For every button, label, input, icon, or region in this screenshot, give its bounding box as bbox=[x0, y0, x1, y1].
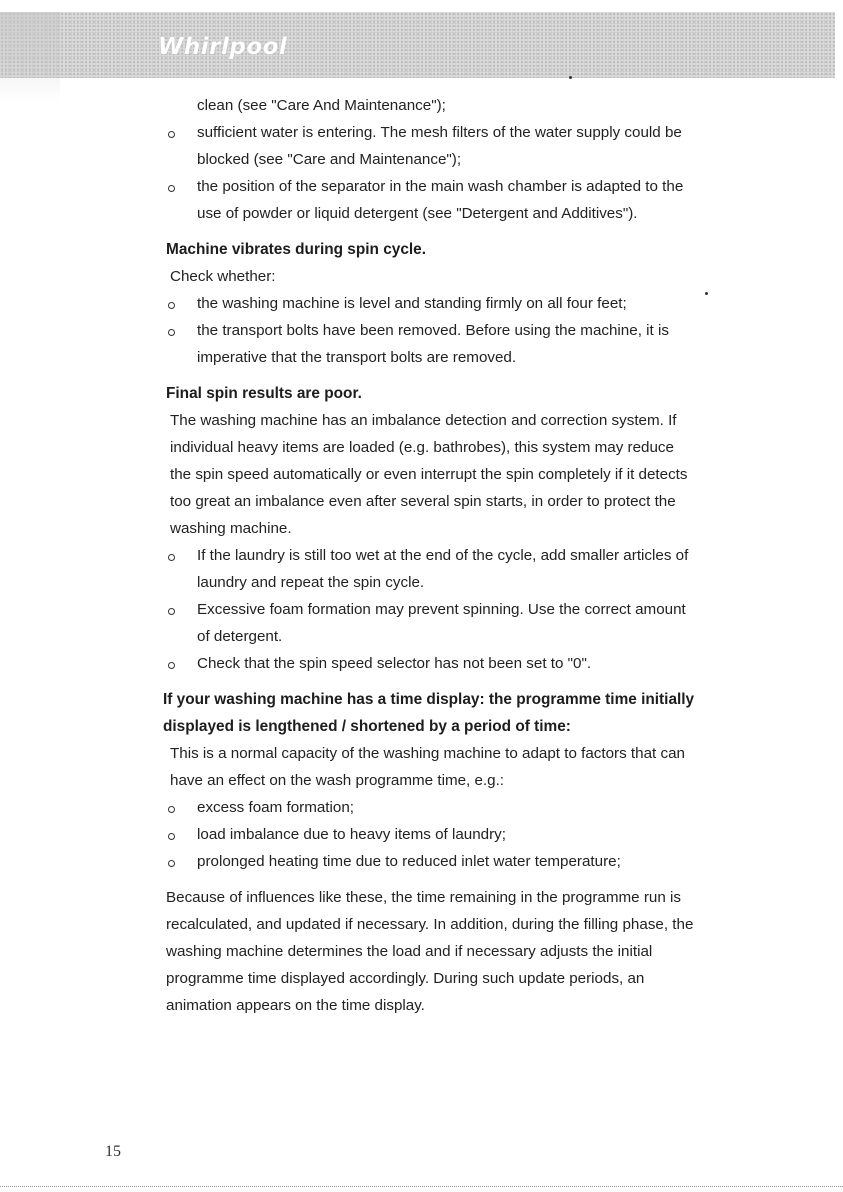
list-item bbox=[166, 848, 796, 875]
heading-line: If your washing machine has a time display: the programme time initially bbox=[163, 691, 695, 708]
paragraph-line: recalculated, and updated if necessary. In addition, during the filling phase, the bbox=[166, 916, 694, 933]
list-item-line: laundry and repeat the spin cycle. bbox=[197, 574, 425, 591]
list-item bbox=[166, 542, 796, 596]
paragraph-line: programme time displayed accordingly. During such update periods, an bbox=[166, 970, 645, 987]
list-item-line: use of powder or liquid detergent (see "Detergent and Additives"). bbox=[197, 205, 638, 222]
paragraph-line: washing machine. bbox=[170, 520, 292, 537]
scan-speck bbox=[569, 76, 572, 79]
bullet-icon bbox=[168, 185, 175, 192]
continued-line: clean (see "Care And Maintenance"); bbox=[197, 97, 446, 114]
paragraph-line: individual heavy items are loaded (e.g. bathrobes), this system may reduce bbox=[170, 439, 674, 456]
list-item-line: of detergent. bbox=[197, 628, 283, 645]
list-item-line: prolonged heating time due to reduced inlet water temperature; bbox=[197, 853, 621, 870]
section-lead: Check whether: bbox=[170, 268, 276, 285]
bullet-icon bbox=[168, 833, 175, 840]
page-number: 15 bbox=[105, 1143, 121, 1160]
list-item bbox=[166, 596, 796, 650]
section-paragraph bbox=[170, 740, 796, 794]
section-paragraph bbox=[170, 407, 796, 542]
paragraph-line: washing machine determines the load and if necessary adjusts the initial bbox=[166, 943, 653, 960]
list-item bbox=[166, 290, 796, 317]
list-item bbox=[166, 317, 796, 371]
header-band bbox=[0, 12, 835, 78]
list-item-line: imperative that the transport bolts are removed. bbox=[197, 349, 517, 366]
list-item-line: the transport bolts have been removed. Before using the machine, it is bbox=[197, 322, 669, 339]
section-heading: Final spin results are poor. bbox=[166, 385, 362, 402]
section-heading: Machine vibrates during spin cycle. bbox=[166, 241, 427, 258]
list-item-line: excess foam formation; bbox=[197, 799, 354, 816]
paragraph-line: have an effect on the wash programme time, e.g.: bbox=[170, 772, 505, 789]
heading-line: displayed is lengthened / shortened by a period of time: bbox=[163, 718, 571, 735]
spacer bbox=[166, 875, 796, 884]
list-item-line: Check that the spin speed selector has not been set to "0". bbox=[197, 655, 592, 672]
paragraph-line: the spin speed automatically or even interrupt the spin completely if it detects bbox=[170, 466, 688, 483]
list-item-line: the position of the separator in the main wash chamber is adapted to the bbox=[197, 178, 684, 195]
bullet-icon bbox=[168, 806, 175, 813]
list-item-line: blocked (see "Care and Maintenance"); bbox=[197, 151, 462, 168]
brand-logo: Whirlpool bbox=[158, 34, 288, 60]
list-item-line: If the laundry is still too wet at the end of the cycle, add smaller articles of bbox=[197, 547, 689, 564]
bullet-icon bbox=[168, 554, 175, 561]
header-left-fade bbox=[0, 12, 60, 102]
bullet-icon bbox=[168, 131, 175, 138]
bullet-icon bbox=[168, 662, 175, 669]
closing-paragraph bbox=[166, 884, 796, 1019]
list-item-line: sufficient water is entering. The mesh filters of the water supply could be bbox=[197, 124, 682, 141]
section-heading bbox=[163, 686, 796, 740]
list-item bbox=[166, 119, 796, 173]
bullet-icon bbox=[168, 302, 175, 309]
bullet-icon bbox=[168, 329, 175, 336]
list-item bbox=[166, 794, 796, 821]
bullet-icon bbox=[168, 608, 175, 615]
bottom-rule bbox=[0, 1186, 843, 1188]
paragraph-line: Because of influences like these, the time remaining in the programme run is bbox=[166, 889, 681, 906]
list-item bbox=[166, 821, 796, 848]
list-item-line: Excessive foam formation may prevent spinning. Use the correct amount bbox=[197, 601, 686, 618]
list-item-line: the washing machine is level and standing firmly on all four feet; bbox=[197, 295, 627, 312]
paragraph-line: too great an imbalance even after several spin starts, in order to protect the bbox=[170, 493, 676, 510]
paragraph-line: This is a normal capacity of the washing machine to adapt to factors that can bbox=[170, 745, 685, 762]
paragraph-line: animation appears on the time display. bbox=[166, 997, 425, 1014]
paragraph-line: The washing machine has an imbalance detection and correction system. If bbox=[170, 412, 677, 429]
list-item bbox=[166, 650, 796, 677]
list-item bbox=[166, 173, 796, 227]
page-content bbox=[163, 92, 796, 1019]
list-item-line: load imbalance due to heavy items of laundry; bbox=[197, 826, 506, 843]
bullet-icon bbox=[168, 860, 175, 867]
